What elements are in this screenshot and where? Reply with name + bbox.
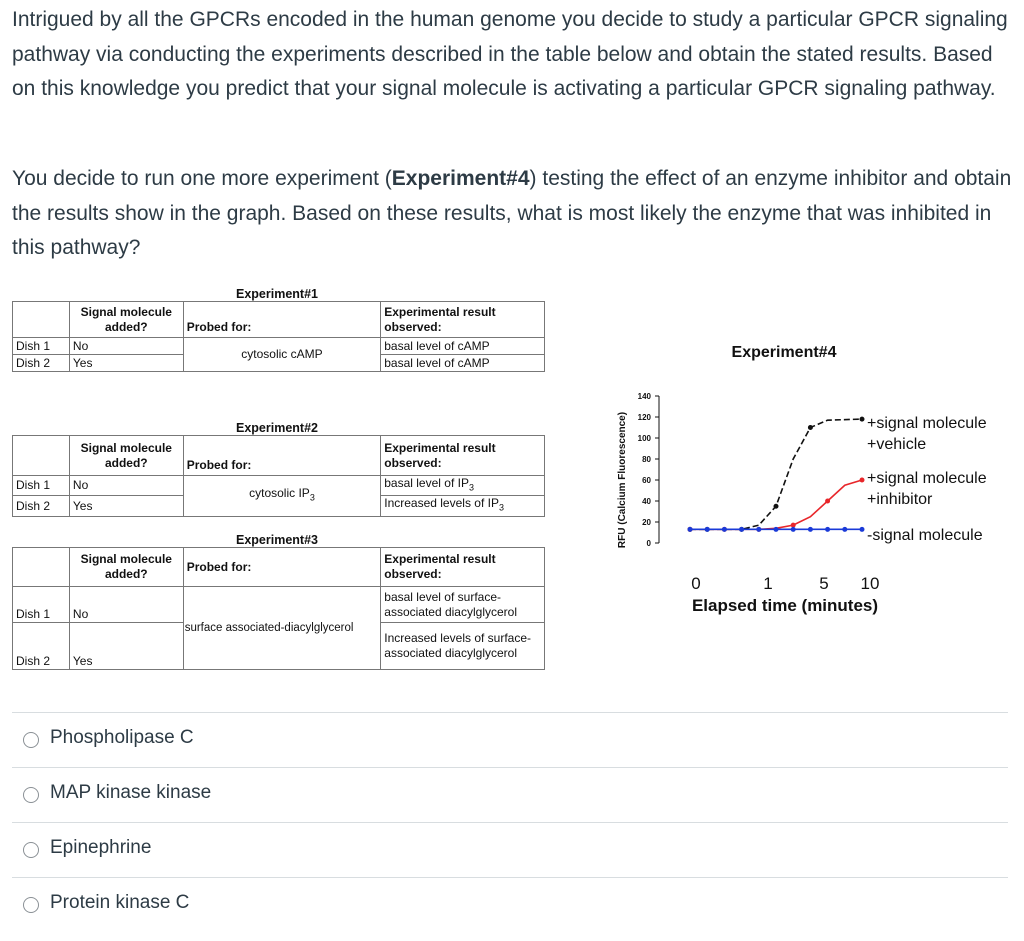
y-tick-label: 140 — [637, 392, 651, 401]
answer-options — [12, 712, 1008, 932]
series-point — [825, 527, 830, 532]
signal-header: Signal molecule added? — [69, 548, 183, 587]
probed-value: surface associated-diacylglycerol — [183, 587, 381, 670]
dish-2-result: basal level of cAMP — [381, 355, 545, 372]
probed-value — [183, 476, 381, 517]
series-point — [756, 527, 761, 532]
result-header: Experimental result observed: — [381, 302, 545, 338]
dish-1-label: Dish 1 — [13, 476, 70, 496]
legend-label: +signal molecule — [867, 415, 987, 432]
y-tick-label: 0 — [646, 539, 651, 548]
x-tick-label: 0 — [691, 574, 701, 593]
dish-1-added: No — [69, 338, 183, 355]
y-tick-label: 80 — [642, 455, 651, 464]
experiment-4-chart — [612, 335, 1012, 625]
dish-1-result: basal level of surface-associated diacylglycerol — [381, 587, 545, 623]
series-point — [774, 504, 779, 509]
y-tick-label: 40 — [642, 497, 651, 506]
option-phospholipase-c[interactable] — [12, 712, 1008, 767]
series-point — [808, 527, 813, 532]
dish-2-added: Yes — [69, 496, 183, 516]
chart-series — [688, 417, 865, 532]
dish-2-result: Increased levels of surface-associated diacylglycerol — [381, 623, 545, 670]
radio-button[interactable] — [23, 787, 39, 803]
question-text-end: ) testing the effect of an enzyme inhibitor and obtain the results show in the graph. Based on these results, what is most likely the enzyme that was inhibited in this pathway? — [12, 167, 1012, 259]
blank-cell — [13, 302, 70, 338]
dish-2-result — [381, 496, 545, 516]
probed-value: cytosolic cAMP — [183, 338, 381, 372]
experiment-3-title: Experiment#3 — [236, 533, 318, 547]
probed-sub: 3 — [309, 492, 315, 503]
dish-1-label: Dish 1 — [13, 338, 70, 355]
question-text-start: You decide to run one more experiment ( — [12, 167, 392, 190]
experiment-1-title: Experiment#1 — [236, 287, 318, 301]
experiment-2-table — [12, 435, 545, 517]
dish-1-result-sub: 3 — [468, 482, 474, 493]
chart-y-ticks — [638, 392, 659, 548]
series-point — [808, 425, 813, 430]
result-header: Experimental result observed: — [381, 548, 545, 587]
series-point — [722, 527, 727, 532]
signal-header: Signal molecule added? — [69, 436, 183, 476]
radio-button[interactable] — [23, 732, 39, 748]
chart-x-axis-label: Elapsed time (minutes) — [691, 596, 879, 615]
legend-label: +inhibitor — [867, 491, 933, 508]
dish-2-result-sub: 3 — [498, 502, 504, 513]
y-tick-label: 60 — [642, 476, 651, 485]
dish-1-added: No — [69, 587, 183, 623]
option-label: Protein kinase C — [50, 892, 190, 913]
chart-y-axis-label: RFU (Calcium Fluorescence) — [617, 411, 628, 549]
x-tick-label: 1 — [763, 574, 773, 593]
series-line — [690, 419, 862, 529]
dish-2-label: Dish 2 — [13, 623, 70, 670]
y-tick-label: 100 — [637, 434, 651, 443]
y-tick-label: 20 — [642, 518, 651, 527]
option-map-kinase-kinase[interactable] — [12, 767, 1008, 822]
y-tick-label: 120 — [637, 413, 651, 422]
blank-cell — [13, 548, 70, 587]
dish-1-label: Dish 1 — [13, 587, 70, 623]
series-point — [739, 527, 744, 532]
question-paragraph-2 — [12, 162, 1012, 266]
dish-2-added: Yes — [69, 623, 183, 670]
dish-1-added: No — [69, 476, 183, 496]
x-tick-label: 10 — [860, 574, 880, 593]
series-point — [791, 527, 796, 532]
probed-text: cytosolic IP — [249, 486, 310, 501]
legend-label: +vehicle — [867, 436, 927, 453]
signal-header: Signal molecule added? — [69, 302, 183, 338]
dish-1-result-text: basal level of IP — [384, 476, 469, 490]
legend-label: -signal molecule — [867, 527, 983, 544]
probed-header: Probed for: — [183, 548, 381, 587]
result-header: Experimental result observed: — [381, 436, 545, 476]
radio-button[interactable] — [23, 842, 39, 858]
chart-legend — [867, 415, 987, 544]
blank-cell — [13, 436, 70, 476]
dish-2-label: Dish 2 — [13, 496, 70, 516]
experiment-1-table — [12, 301, 545, 372]
dish-2-added: Yes — [69, 355, 183, 372]
radio-button[interactable] — [23, 897, 39, 913]
option-label: Epinephrine — [50, 837, 152, 858]
question-paragraph-1: Intrigued by all the GPCRs encoded in the human genome you decide to study a particular GPCR signaling pathway via conducting the experiments described in the table below and obtain the stated results. Based on this knowledge you predict that your signal molecule is activating a particular GPCR signaling pathway. — [12, 8, 1008, 100]
dish-1-result — [381, 476, 545, 496]
experiment-2-title: Experiment#2 — [236, 421, 318, 435]
series-point — [860, 417, 865, 422]
chart-x-ticks — [691, 574, 879, 593]
option-epinephrine[interactable] — [12, 822, 1008, 877]
option-protein-kinase-c[interactable] — [12, 877, 1008, 932]
probed-header: Probed for: — [183, 436, 381, 476]
option-label: MAP kinase kinase — [50, 782, 212, 803]
series-point — [842, 527, 847, 532]
probed-header: Probed for: — [183, 302, 381, 338]
dish-1-result: basal level of cAMP — [381, 338, 545, 355]
question-experiment-ref: Experiment#4 — [391, 167, 530, 190]
legend-label: +signal molecule — [867, 470, 987, 487]
series-point — [860, 478, 865, 483]
series-point — [774, 527, 779, 532]
option-label: Phospholipase C — [50, 727, 194, 748]
series-point — [688, 527, 693, 532]
dish-2-result-text: Increased levels of IP — [384, 496, 499, 511]
series-point — [860, 527, 865, 532]
series-point — [705, 527, 710, 532]
x-tick-label: 5 — [819, 574, 829, 593]
dish-2-label: Dish 2 — [13, 355, 70, 372]
experiment-3-table — [12, 547, 545, 670]
series-point — [825, 499, 830, 504]
chart-title: Experiment#4 — [731, 344, 837, 361]
